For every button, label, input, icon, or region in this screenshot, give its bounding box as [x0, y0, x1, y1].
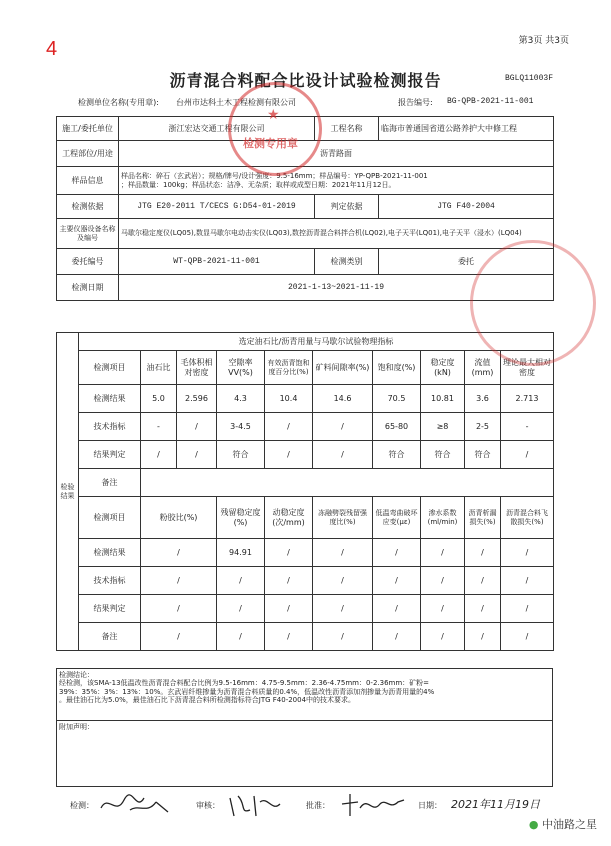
row-label-judgement-2: 结果判定 [79, 595, 141, 623]
report-number-value: BG-QPB-2021-11-001 [447, 97, 534, 106]
value1-cell: 4.3 [217, 385, 265, 413]
entrust-label: 委托编号 [57, 249, 119, 275]
watermark [529, 816, 597, 832]
test-date-label: 检测日期 [57, 275, 119, 301]
judge1-cell: / [265, 441, 313, 469]
value1-cell: 2.596 [177, 385, 217, 413]
project-label: 工程名称 [315, 117, 379, 141]
judge1-cell: / [313, 441, 373, 469]
row-label-results: 检测结果 [79, 385, 141, 413]
header1-cell: 油石比 [141, 351, 177, 385]
spec2-cell: / [217, 567, 265, 595]
test-date-value: 2021-1-13~2021-11-19 [119, 275, 554, 301]
judge1-cell: / [177, 441, 217, 469]
spec2-cell: / [465, 567, 501, 595]
header1-cell: 流值(mm) [465, 351, 501, 385]
row-label-spec-2: 技术指标 [79, 567, 141, 595]
judge1-cell: 符合 [465, 441, 501, 469]
header1-cell: 矿料间隙率(%) [313, 351, 373, 385]
approver-signature [338, 790, 408, 820]
sample-value [119, 167, 554, 195]
header2-cell: 冻融劈裂残留强度比(%) [313, 497, 373, 539]
judge1-cell: 符合 [373, 441, 421, 469]
remark-label: 附加声明： [59, 723, 94, 731]
header1-cell: 空隙率VV(%) [217, 351, 265, 385]
remark2-cell: / [265, 623, 313, 651]
remark2-cell: / [313, 623, 373, 651]
remark2-cell: / [465, 623, 501, 651]
spec1-cell: / [265, 413, 313, 441]
signature-row [56, 790, 553, 820]
entrust-value: WT-QPB-2021-11-001 [119, 249, 315, 275]
conclusion-line-3: 。最佳油石比为5.0%，最佳油石比下沥青混合料所检测指标符合JTG F40-2004中的技术要求。 [59, 696, 356, 705]
header1-cell: 有效沥青饱和度百分比(%) [265, 351, 313, 385]
spec1-cell: 65-80 [373, 413, 421, 441]
report-number-label: 报告编号: [398, 98, 433, 107]
judge1-cell: 符合 [217, 441, 265, 469]
date-label: 日期： [418, 801, 442, 810]
header2-cell: 粉胶比(%) [141, 497, 217, 539]
category-value: 委托 [379, 249, 554, 275]
spec1-cell: / [313, 413, 373, 441]
spec2-cell: / [265, 567, 313, 595]
value1-cell: 3.6 [465, 385, 501, 413]
row-label-remark-2: 备注 [79, 623, 141, 651]
results-heading: 选定油石比/沥青用量与马歇尔试验物理指标 [79, 333, 554, 351]
spec1-cell: 3-4.5 [217, 413, 265, 441]
judge2-cell: / [141, 595, 217, 623]
conclusion-line-2: 39%：35%：3%：13%：10%。玄武岩纤维掺量为沥青混合料质量的0.4%，低温改性沥青添加剂掺量为沥青用量的4% [59, 687, 435, 696]
remark2-cell: / [141, 623, 217, 651]
spec1-cell: ≥8 [421, 413, 465, 441]
row-label-judgement: 结果判定 [79, 441, 141, 469]
spec2-cell: / [313, 567, 373, 595]
header1-cell: 饱和度(%) [373, 351, 421, 385]
judge2-cell: / [465, 595, 501, 623]
unit-label: 检测单位名称(专用章): [78, 98, 159, 107]
watermark-text: 中油路之星 [542, 818, 597, 831]
header2-cell: 动稳定度(次/mm) [265, 497, 313, 539]
spec2-cell: / [501, 567, 554, 595]
judge2-cell: / [501, 595, 554, 623]
value2-cell: 94.91 [217, 539, 265, 567]
category-label: 检测类别 [315, 249, 379, 275]
judge-basis-value: JTG F40-2004 [379, 195, 554, 219]
header2-cell: 沥青混合料飞散损失(%) [501, 497, 554, 539]
header2-cell: 沥青析漏损失(%) [465, 497, 501, 539]
part-value: 沥青路面 [119, 141, 554, 167]
reviewer-label: 审核： [196, 801, 220, 810]
remark2-cell: / [217, 623, 265, 651]
tester-signature [96, 790, 176, 820]
judge2-cell: / [265, 595, 313, 623]
results-table [56, 332, 554, 651]
page-number: 第3页 共3页 [518, 36, 569, 46]
judge2-cell: / [313, 595, 373, 623]
value1-cell: 10.4 [265, 385, 313, 413]
judge-basis-label: 判定依据 [315, 195, 379, 219]
judge2-cell: / [217, 595, 265, 623]
value2-cell: / [373, 539, 421, 567]
remark2-cell: / [421, 623, 465, 651]
conclusion-table [56, 668, 553, 787]
sample-line-2: ；样品数量：100kg；样品状态：洁净、无杂质；取样或成型日期：2021年11月12日。 [121, 180, 396, 189]
remark2-cell: / [373, 623, 421, 651]
wechat-icon: ● [528, 818, 539, 831]
value2-cell: / [421, 539, 465, 567]
row-label-spec: 技术指标 [79, 413, 141, 441]
row-label-items-2: 检测项目 [79, 497, 141, 539]
value1-cell: 14.6 [313, 385, 373, 413]
sample-line-1: 样品名称：碎石（玄武岩）；规格/牌号/设计强度：9.5-16mm；样品编号：YP-QPB-2021-11-001 [121, 172, 428, 181]
value1-cell: 10.81 [421, 385, 465, 413]
project-value: 临海市普通国省道公路养护大中修工程 [379, 117, 554, 141]
judge1-cell: / [501, 441, 554, 469]
basis-label: 检测依据 [57, 195, 119, 219]
sample-label: 样品信息 [57, 167, 119, 195]
remark1-cell [141, 469, 554, 497]
equipment-label: 主要仪器设备名称及编号 [57, 219, 119, 249]
spec1-cell: / [177, 413, 217, 441]
value2-cell: / [265, 539, 313, 567]
part-label: 工程部位/用途 [57, 141, 119, 167]
header2-cell: 渗水系数(ml/min) [421, 497, 465, 539]
spec1-cell: 2-5 [465, 413, 501, 441]
judge1-cell: 符合 [421, 441, 465, 469]
judge2-cell: / [421, 595, 465, 623]
client-label: 施工/委托单位 [57, 117, 119, 141]
client-value: 浙江宏达交通工程有限公司 [119, 117, 315, 141]
header1-cell: 理论最大相对密度 [501, 351, 554, 385]
seam-stamp [470, 240, 596, 366]
header2-cell: 低温弯曲破坏应变(με) [373, 497, 421, 539]
spec2-cell: / [373, 567, 421, 595]
value1-cell: 70.5 [373, 385, 421, 413]
approver-label: 批准： [306, 801, 330, 810]
official-stamp [228, 82, 322, 176]
judge2-cell: / [373, 595, 421, 623]
value1-cell: 5.0 [141, 385, 177, 413]
value2-cell: / [465, 539, 501, 567]
results-section-label: 检验结果 [57, 333, 79, 651]
value2-cell: / [501, 539, 554, 567]
remark-cell [57, 721, 553, 787]
row-label-remark: 备注 [79, 469, 141, 497]
conclusion-cell [57, 669, 553, 721]
reviewer-signature [226, 790, 286, 820]
value2-cell: / [141, 539, 217, 567]
sign-date-value: 2021年11月19日 [451, 798, 540, 811]
conclusion-label: 检测结论： [59, 671, 94, 679]
judge1-cell: / [141, 441, 177, 469]
spec2-cell: / [141, 567, 217, 595]
header2-cell: 残留稳定度(%) [217, 497, 265, 539]
row-label-items: 检测项目 [79, 351, 141, 385]
row-label-results-2: 检测结果 [79, 539, 141, 567]
header1-cell: 稳定度(kN) [421, 351, 465, 385]
header1-cell: 毛体积相对密度 [177, 351, 217, 385]
report-title: 沥青混合料配合比设计试验检测报告 [169, 71, 442, 90]
value2-cell: / [313, 539, 373, 567]
spec1-cell: - [501, 413, 554, 441]
equipment-value: 马歇尔稳定度仪(LQ05),数显马歇尔电动击实仪(LQ03),数控沥青混合料拌合机(LQ02),电子天平(LQ01),电子天平（浸水）(LQ04) [119, 219, 554, 249]
unit-value: 台州市达科土木工程检测有限公司 [176, 98, 296, 107]
conclusion-line-1: 经检测，该SMA-13低温改性沥青混合料配合比例为9.5-16mm：4.75-9.5mm：2.36-4.75mm：0-2.36mm：矿粉= [59, 679, 430, 688]
stamp-star-icon: ★ [267, 107, 280, 123]
remark2-cell: / [501, 623, 554, 651]
spec1-cell: - [141, 413, 177, 441]
value1-cell: 2.713 [501, 385, 554, 413]
corner-page-mark: 4 [46, 38, 58, 60]
form-code: BGLQ11003F [504, 74, 553, 83]
stamp-text: 检测专用章 [243, 137, 298, 150]
tester-label: 检测： [70, 801, 94, 810]
basis-value: JTG E20-2011 T/CECS G:D54-01-2019 [119, 195, 315, 219]
spec2-cell: / [421, 567, 465, 595]
